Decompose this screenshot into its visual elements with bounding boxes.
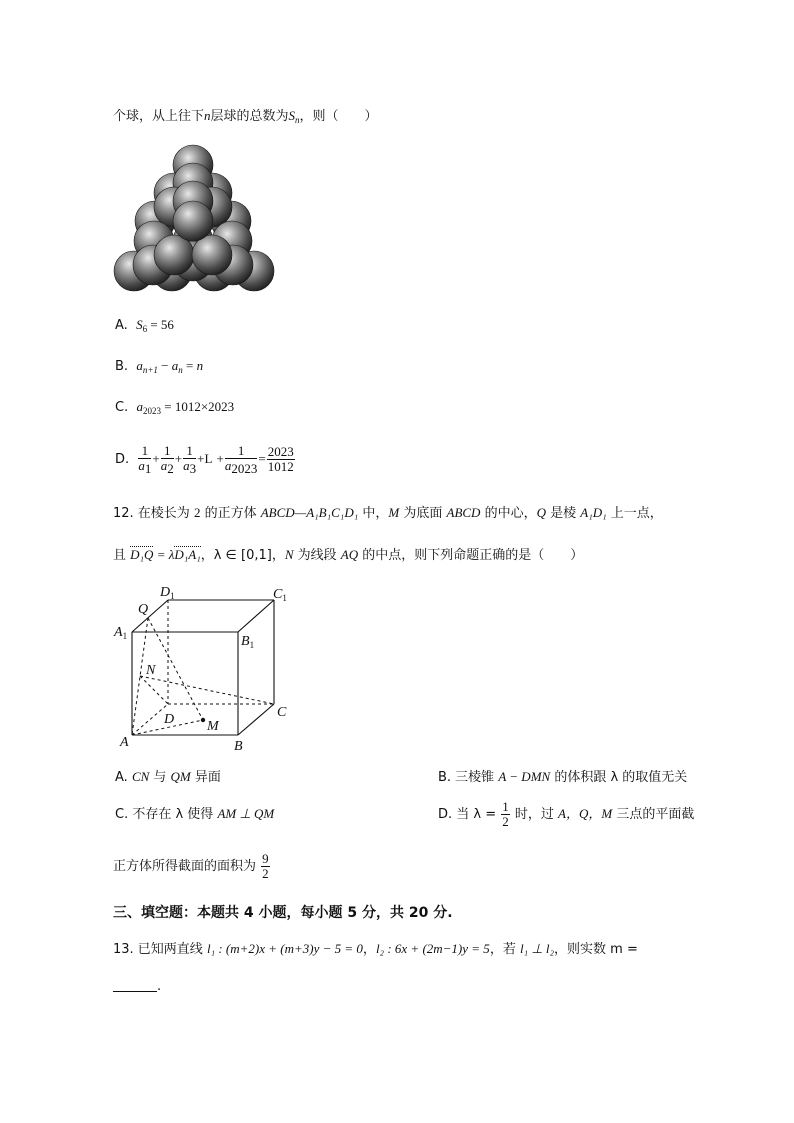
q12-edge-length: 2 <box>193 505 201 520</box>
q12-aq: AQ <box>340 547 359 562</box>
segment-nd <box>140 676 168 704</box>
option-b-minus: − <box>157 358 172 373</box>
option-a-s: S <box>136 317 143 332</box>
option-b-end: 的体积跟 λ 的取值无关 <box>550 770 688 785</box>
option-d-points: A，Q，M <box>558 806 613 821</box>
option-b-label: B. <box>115 359 129 374</box>
option-c-expr: AM ⊥ QM <box>217 806 275 821</box>
q12-text: 的正方体 <box>200 506 261 521</box>
edge-c1b1 <box>238 600 274 632</box>
frac-num: 1 <box>183 444 196 459</box>
option-b-a2-sub: n <box>178 365 183 375</box>
eq-lambda: = λ <box>153 547 175 562</box>
frac-num: 1 <box>138 444 151 459</box>
segment-qm <box>148 618 203 720</box>
q12-text: 上一点， <box>606 506 663 521</box>
option-c-rest: = 1012×2023 <box>160 399 235 414</box>
label-c: C <box>277 705 287 720</box>
intro-n: n <box>204 108 211 123</box>
q12-abcd: ABCD <box>446 505 481 520</box>
q13-line-l2: l₂ : 6x + (2m−1)y = 5 <box>375 941 490 956</box>
frac-den: 2 <box>502 814 509 829</box>
frac-half <box>501 800 510 829</box>
frac-nine-half <box>261 852 270 881</box>
label-q: Q <box>138 602 149 617</box>
frac-1-a2023 <box>225 444 258 476</box>
intro-s-sub: n <box>295 115 300 125</box>
den-a: a <box>183 457 190 473</box>
intro-text-mid: 层球的总数为 <box>210 109 289 124</box>
frac-1-a1 <box>138 444 151 476</box>
option-c-label: C. <box>115 400 129 415</box>
option-b-a2: a <box>171 358 179 373</box>
frac-den <box>183 459 196 476</box>
frac-num: 1 <box>161 444 174 459</box>
plus-sign: + <box>197 451 205 466</box>
q12-cube-name: ABCD—A₁B₁C₁D₁ <box>260 505 359 520</box>
den-a: a <box>138 457 145 473</box>
q11-option-b <box>115 357 203 379</box>
option-d-label: D. 当 λ = <box>438 807 501 822</box>
q12-n: N <box>284 547 294 562</box>
plus-sign: + <box>152 451 160 466</box>
q13-end: ，则实数 m = <box>554 942 638 957</box>
frac-den <box>138 459 151 476</box>
den-a: a <box>160 457 168 473</box>
q13-perp: l₁ ⊥ l₂ <box>519 941 555 956</box>
frac-num: 2023 <box>267 444 294 459</box>
option-c-label: C. 不存在 λ 使得 <box>115 807 218 822</box>
den-sub: 2023 <box>231 460 258 476</box>
intro-text-before: 个球，从上往下 <box>113 109 205 124</box>
ellipsis-l: L <box>204 451 213 466</box>
frac-1-a2 <box>161 444 174 476</box>
option-a-sub: 6 <box>142 324 148 334</box>
q12-option-b <box>438 768 687 787</box>
ball <box>192 235 232 275</box>
q12-a1d1: A₁D₁ <box>580 505 607 520</box>
vector-d1a1: D₁A₁ <box>174 547 201 562</box>
den-sub: 2 <box>167 460 174 476</box>
point-m <box>201 718 205 722</box>
balls-group <box>114 145 274 291</box>
q12-text: 的中心， <box>480 506 537 521</box>
vector-d1q: D₁Q <box>130 547 154 562</box>
q12-text: 的中点，则下列命题正确的是（ ） <box>358 548 584 563</box>
option-a-mid: 与 <box>149 770 171 785</box>
q13-sep: ， <box>362 942 376 957</box>
option-b-expr: A − DMN <box>498 769 551 784</box>
intro-s: S <box>288 108 296 123</box>
q12-text: 中， <box>358 506 389 521</box>
option-a-cn: CN <box>131 769 150 784</box>
answer-blank[interactable] <box>113 979 157 992</box>
q12-q: Q <box>536 505 546 520</box>
ball <box>154 235 194 275</box>
label-b: B <box>234 739 243 754</box>
label-b1: $B_1$ <box>241 634 255 650</box>
option-d-label: D. <box>115 452 130 467</box>
q12-text: 12. 在棱长为 <box>113 506 194 521</box>
q13-line <box>113 940 638 959</box>
q12-option-a <box>115 768 221 787</box>
section-3-heading: 三、填空题：本题共 4 小题，每小题 5 分，共 20 分. <box>113 905 453 921</box>
plus-sign: + <box>216 451 224 466</box>
den-a: a <box>224 457 232 473</box>
label-n: N <box>146 663 156 678</box>
den-sub: 3 <box>189 460 197 476</box>
q11-option-a <box>115 316 174 338</box>
option-d-line2-text: 正方体所得截面的面积为 <box>113 859 261 874</box>
option-b-n: n <box>196 358 204 373</box>
option-c-sub: 2023 <box>142 406 161 416</box>
frac-num: 1 <box>502 799 509 814</box>
frac-den: 1012 <box>267 459 294 474</box>
q13-line-l1: l₁ : (m+2)x + (m+3)y − 5 = 0 <box>206 941 363 956</box>
q12-option-d <box>438 795 694 834</box>
equals-sign: = <box>258 451 266 466</box>
option-b-a1-sub: n+1 <box>142 365 158 375</box>
ball-pyramid-figure <box>110 143 280 298</box>
option-b-label: B. 三棱锥 <box>438 770 499 785</box>
segment-nc <box>140 676 274 704</box>
q12-option-c <box>115 805 274 824</box>
frac-den <box>161 459 174 476</box>
label-d: D <box>164 712 175 727</box>
label-c1: $C_1$ <box>273 587 287 603</box>
q12-option-d-line2 <box>113 848 271 886</box>
option-c-a: a <box>136 399 143 414</box>
q12-m: M <box>388 505 400 520</box>
option-a-qm: QM <box>170 769 191 784</box>
option-d-mid: 时，过 <box>510 807 559 822</box>
label-a: A <box>120 735 129 750</box>
q12-text: 为线段 <box>293 548 341 563</box>
option-b-eq: = <box>182 358 197 373</box>
label-d1: $D_1$ <box>160 585 175 601</box>
option-b-a1: a <box>136 358 143 373</box>
q12-text: ，λ ∈ [0,1]， <box>200 548 285 563</box>
plus-sign: + <box>174 451 183 466</box>
frac-num: 1 <box>225 444 258 459</box>
q11-option-c <box>115 398 234 420</box>
label-a1: $A_1$ <box>114 625 128 641</box>
q12-text: 为底面 <box>399 506 447 521</box>
edge-cb <box>238 704 274 735</box>
frac-den: 2 <box>262 866 269 881</box>
q12-line-1 <box>113 504 663 523</box>
q12-text: 且 <box>113 548 131 563</box>
cube-figure <box>110 580 300 755</box>
intro-line <box>113 107 378 129</box>
ball <box>173 201 213 241</box>
q11-option-d <box>115 440 296 479</box>
q13-period: . <box>157 979 162 994</box>
frac-den <box>225 459 258 476</box>
den-sub: 1 <box>144 460 152 476</box>
edge-ad <box>132 704 168 735</box>
frac-1-a3 <box>183 444 196 476</box>
intro-text-after: ，则（ ） <box>299 109 378 124</box>
label-m: M <box>207 719 219 734</box>
option-a-end: 异面 <box>190 770 221 785</box>
q12-line-2 <box>113 546 583 565</box>
option-a-label: A. <box>115 318 128 333</box>
frac-result <box>267 445 295 474</box>
q13-answer-line <box>113 978 161 996</box>
option-a-rest: = 56 <box>147 317 174 332</box>
q13-mid: ，若 <box>489 942 520 957</box>
option-a-label: A. <box>115 770 132 785</box>
frac-num: 9 <box>262 851 269 866</box>
q13-prefix: 13. 已知两直线 <box>113 942 207 957</box>
q12-text: 是棱 <box>545 506 581 521</box>
option-d-end: 三点的平面截 <box>612 807 695 822</box>
